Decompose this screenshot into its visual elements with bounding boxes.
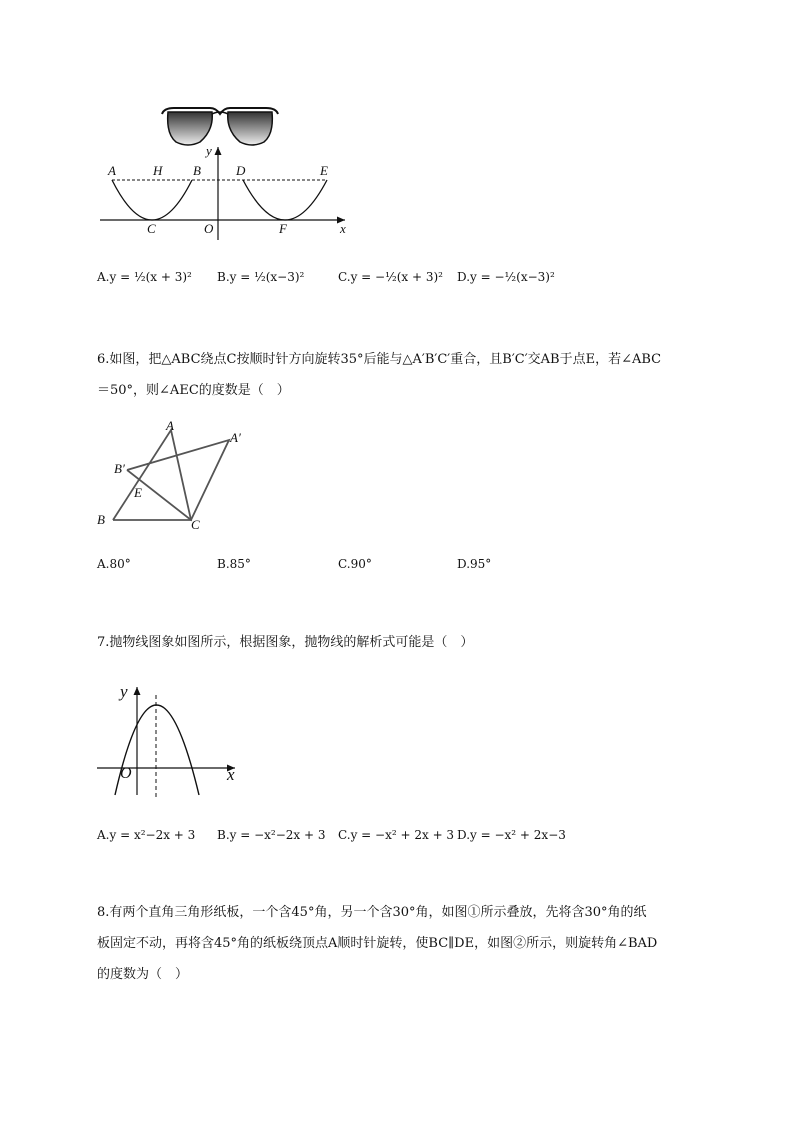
q7-option-a[interactable]: A.y = x²−2x + 3 — [97, 828, 196, 842]
label-F: F — [279, 221, 287, 236]
label-A: A — [166, 418, 174, 433]
q5-option-a[interactable]: A.y = ½(x + 3)² — [97, 270, 192, 284]
q6-option-d[interactable]: D.95° — [457, 557, 492, 571]
q5-option-b[interactable]: B.y = ½(x−3)² — [217, 270, 305, 284]
label-C: C — [147, 221, 156, 236]
label-x: x — [227, 765, 235, 784]
q6-text-line2: ＝50°，则∠AEC的度数是（ ） — [97, 383, 290, 398]
label-D: D — [236, 163, 246, 178]
q8-text-line2: 板固定不动，再将含45°角的纸板绕顶点A顺时针旋转，使BC∥DE，如图②所示，则旋转角∠BAD — [97, 936, 658, 951]
left-lens — [168, 112, 213, 145]
label-y: y — [206, 143, 212, 158]
q6-option-a[interactable]: A.80° — [97, 557, 131, 571]
label-O: O — [204, 221, 214, 236]
label-B: B — [193, 163, 201, 178]
label-H: H — [153, 163, 163, 178]
q7-option-d[interactable]: D.y = −x² + 2x−3 — [457, 828, 566, 842]
label-B: B — [97, 512, 105, 527]
q7-option-c[interactable]: C.y = −x² + 2x + 3 — [338, 828, 455, 842]
q7-text-line1: 7.抛物线图象如图所示，根据图象，抛物线的解析式可能是（ ） — [97, 635, 474, 650]
label-B-prime: B′ — [114, 461, 125, 476]
q8-text-line3: 的度数为（ ） — [97, 967, 189, 982]
parabola-graph-q7 — [95, 685, 245, 800]
label-x: x — [340, 221, 346, 236]
q5-option-c[interactable]: C.y = −½(x + 3)² — [338, 270, 443, 284]
label-C: C — [191, 517, 200, 532]
label-O: O — [120, 765, 132, 782]
q6-option-b[interactable]: B.85° — [217, 557, 251, 571]
label-E: E — [134, 485, 142, 500]
label-A-prime: A′ — [230, 430, 241, 445]
q6-option-c[interactable]: C.90° — [338, 557, 372, 571]
right-lens — [228, 112, 273, 145]
label-E: E — [320, 163, 328, 178]
q6-text-line1: 6.如图，把△ABC绕点C按顺时针方向旋转35°后能与△A′B′C′重合，且B′C′交AB于点E，若∠ABC — [97, 352, 662, 367]
q8-text-line1: 8.有两个直角三角形纸板，一个含45°角，另一个含30°角，如图①所示叠放，先将含30°角的纸 — [97, 905, 647, 920]
label-y: y — [120, 682, 128, 701]
parabola-graph-q5 — [95, 145, 365, 245]
q5-option-d[interactable]: D.y = −½(x−3)² — [457, 270, 555, 284]
label-A: A — [108, 163, 116, 178]
q7-option-b[interactable]: B.y = −x²−2x + 3 — [217, 828, 326, 842]
